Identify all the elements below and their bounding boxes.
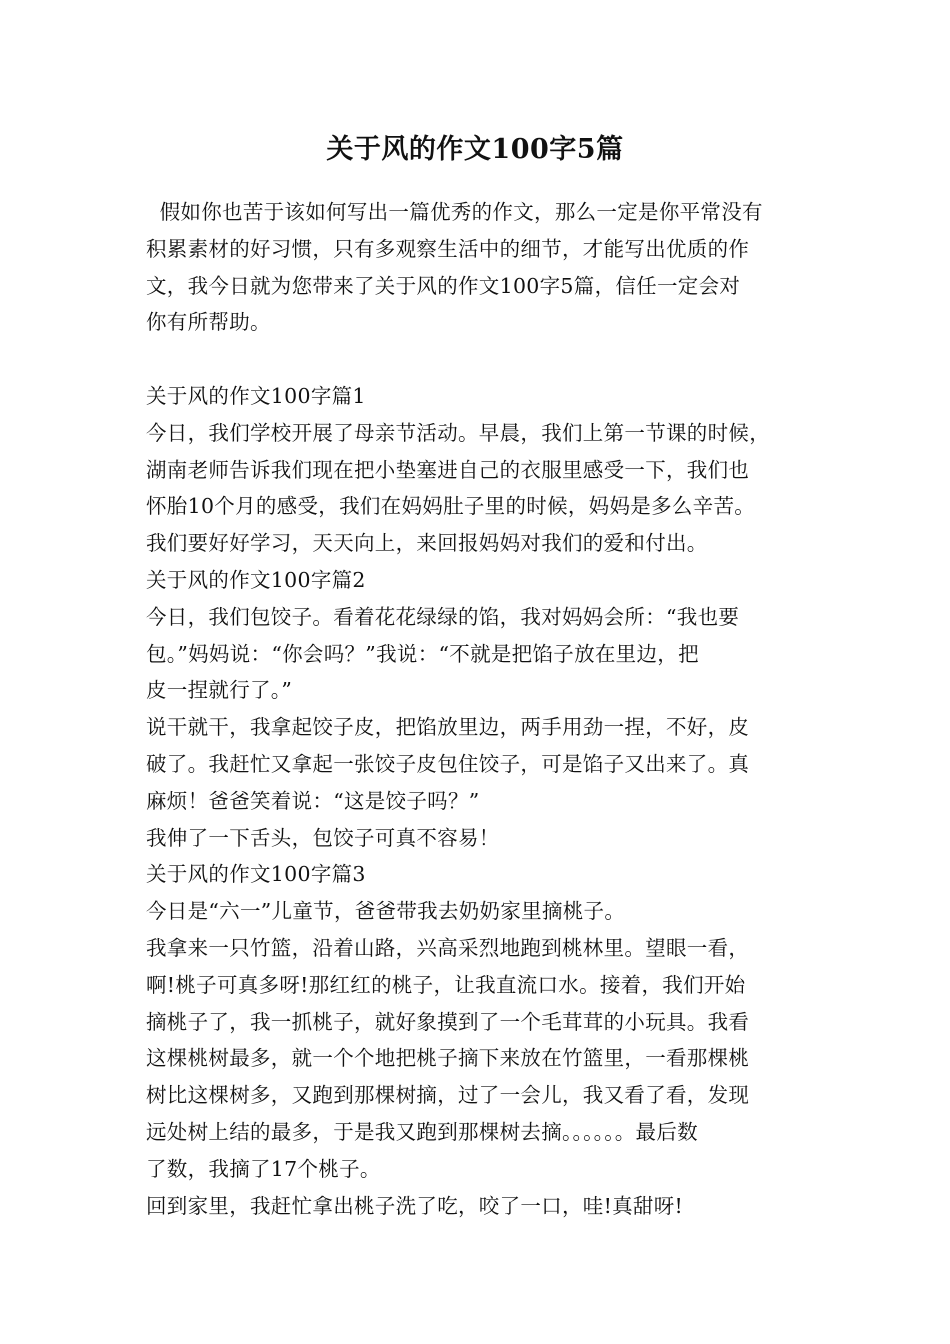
intro-line: 你有所帮助。 [146, 310, 271, 335]
document-title: 关于风的作文100字5篇 [326, 134, 624, 165]
section-heading: 关于风的作文100字篇2 [146, 567, 366, 592]
section-3 [146, 856, 816, 1224]
section-1 [146, 378, 816, 562]
section-line: 我们要好好学习，天天向上，来回报妈妈对我们的爱和付出。 [146, 531, 708, 556]
section-line: 了数，我摘了17个桃子。 [146, 1156, 381, 1181]
section-line: 摘桃子了，我一抓桃子，就好象摸到了一个毛茸茸的小玩具。我看 [146, 1009, 750, 1034]
section-line: 我拿来一只竹篮，沿着山路，兴高采烈地跑到桃林里。望眼一看， [146, 935, 750, 960]
section-line: 这棵桃树最多，就一个个地把桃子摘下来放在竹篮里，一看那棵桃 [146, 1046, 750, 1071]
intro-line: 文，我今日就为您带来了关于风的作文100字5篇，信任一定会对 [146, 273, 741, 298]
section-line: 今日，我们学校开展了母亲节活动。早晨，我们上第一节课的时候， [146, 420, 770, 445]
section-line: 破了。我赶忙又拿起一张饺子皮包住饺子，可是馅子又出来了。真 [146, 751, 750, 776]
section-line: 说干就干，我拿起饺子皮，把馅放里边，两手用劲一捏，不好，皮 [146, 715, 750, 740]
spacer [146, 341, 816, 378]
section-line: 麻烦！爸爸笑着说：“这是饺子吗？” [146, 788, 480, 813]
section-line: 今日，我们包饺子。看着花花绿绿的馅，我对妈妈会所：“我也要 [146, 604, 740, 629]
section-line: 我伸了一下舌头，包饺子可真不容易！ [146, 825, 500, 850]
section-line: 今日是“六一”儿童节，爸爸带我去奶奶家里摘桃子。 [146, 899, 626, 924]
section-line: 远处树上结的最多，于是我又跑到那棵树去摘。。。。。。最后数 [146, 1119, 698, 1144]
intro-line: 积累素材的好习惯，只有多观察生活中的细节，才能写出优质的作 [146, 236, 750, 261]
intro-paragraph [146, 194, 816, 341]
section-line: 湖南老师告诉我们现在把小垫塞进自己的衣服里感受一下，我们也 [146, 457, 750, 482]
document-body [146, 194, 816, 1224]
section-line: 皮一捏就行了。” [146, 678, 293, 703]
section-line: 啊!桃子可真多呀!那红红的桃子，让我直流口水。接着，我们开始 [146, 972, 746, 997]
section-2 [146, 562, 816, 856]
section-line: 怀胎10个月的感受，我们在妈妈肚子里的时候，妈妈是多么辛苦。 [146, 494, 756, 519]
section-line: 包。”妈妈说：“你会吗？”我说：“不就是把馅子放在里边，把 [146, 641, 699, 666]
section-heading: 关于风的作文100字篇1 [146, 383, 366, 408]
section-line: 树比这棵树多，又跑到那棵树摘，过了一会儿，我又看了看，发现 [146, 1083, 750, 1108]
intro-line: 假如你也苦于该如何写出一篇优秀的作文，那么一定是你平常没有 [146, 200, 763, 224]
section-heading: 关于风的作文100字篇3 [146, 862, 366, 887]
section-line: 回到家里，我赶忙拿出桃子洗了吃，咬了一口，哇!真甜呀! [146, 1193, 684, 1218]
